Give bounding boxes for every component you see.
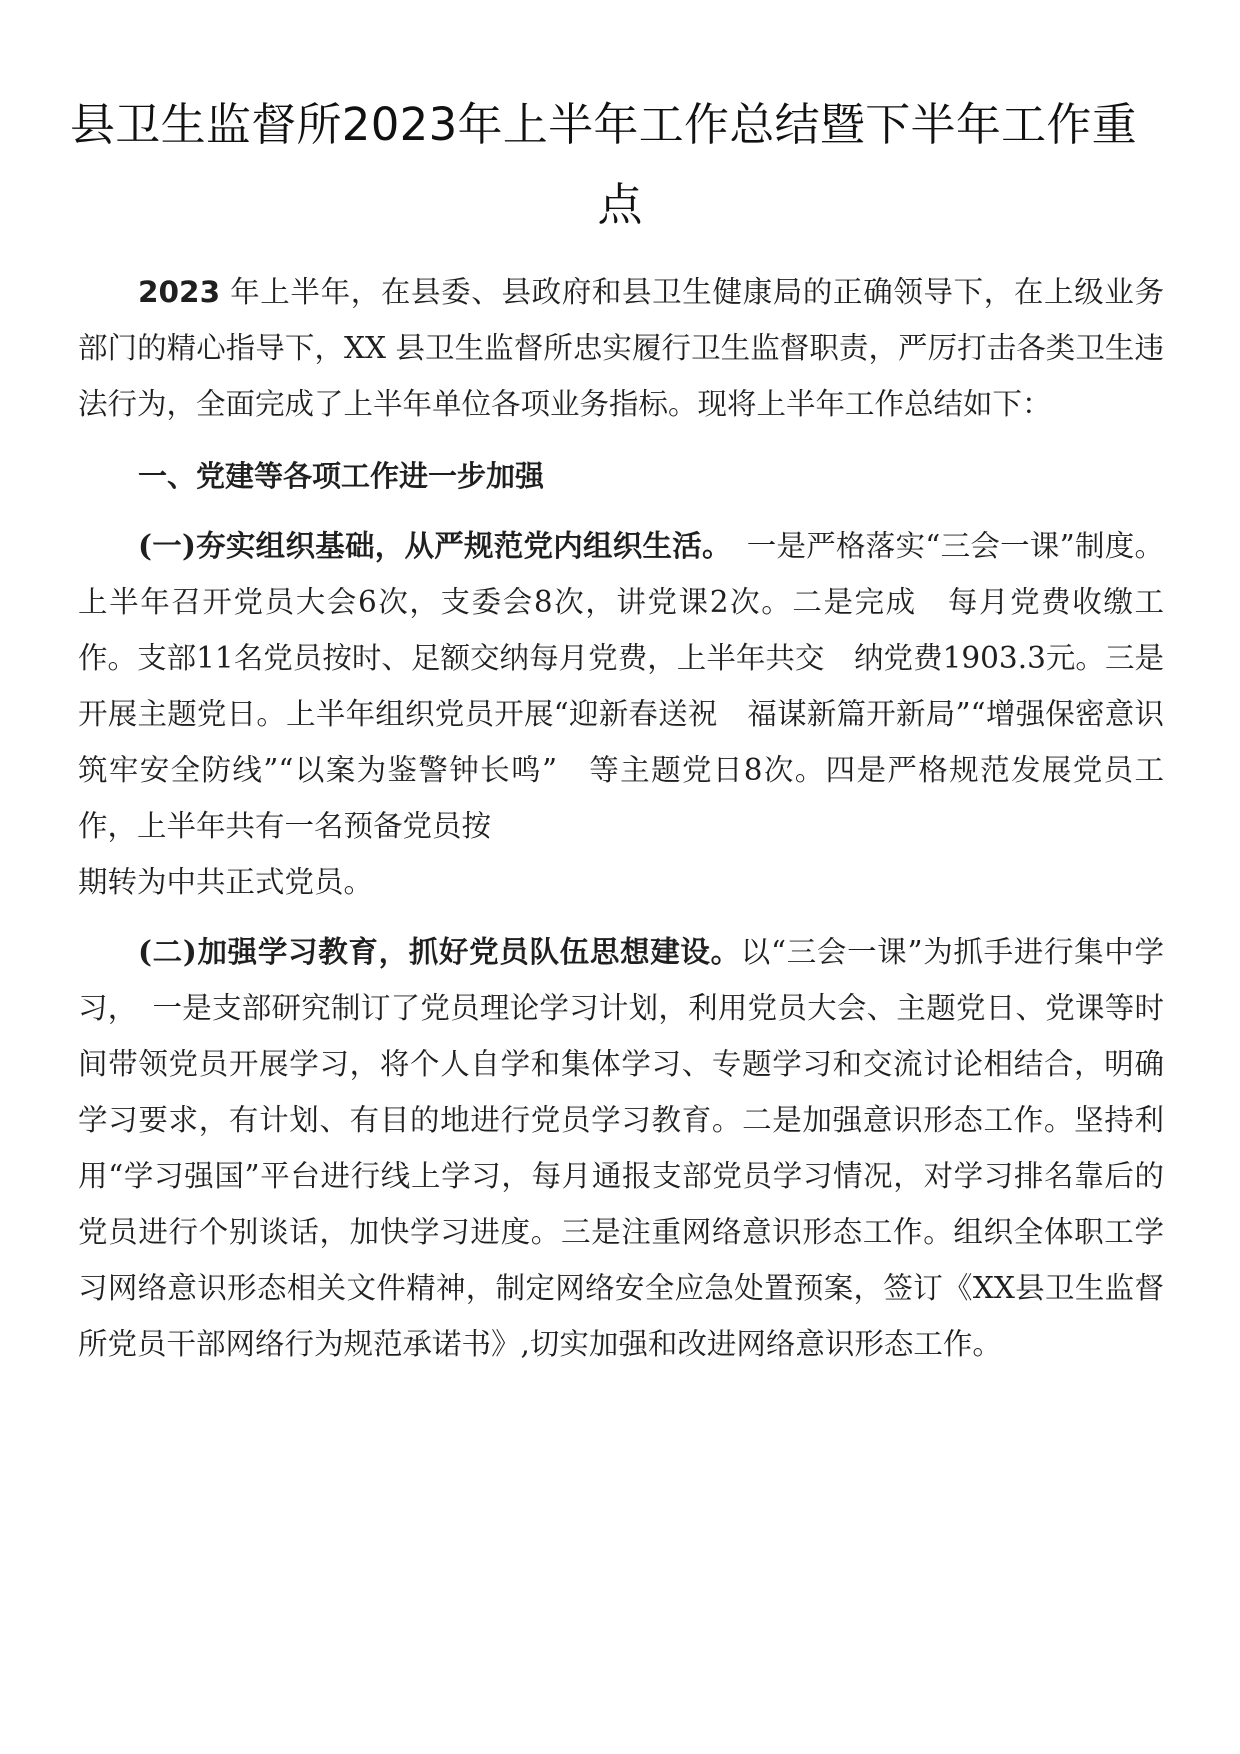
- sub2-text: 以“三会一课”为抓手进行集中学习， 一是支部研究制订了党员理论学习计划，利用党员大会、主题党日、党课等时间带领党员开展学习，将个人自学和集体学习、专题学习和交流讨论相结合，明确学习要求，有计划、有目的地进行党员学习教育。二是加强意识形态工作。坚持利用“学习强国”平台进行线上学习，每月通报支部党员学习情况，对学习排名靠后的党员进行个别谈话，加快学习进度。三是注重网络意识形态工作。组织全体职工学习网络意识形态相关文件精神，制定网络安全应急处置预案，签订《XX县卫生监督所党员干部网络行为规范承诺书》,切实加强和改进网络意识形态工作。: [78, 935, 1164, 1361]
- sub1-heading: (一)夯实组织基础，从严规范党内组织生活。: [138, 528, 717, 563]
- document-title-line1: 县卫生监督所2023年上半年工作总结暨下半年工作重: [70, 98, 1138, 151]
- intro-paragraph: [78, 264, 1164, 432]
- intro-text: 年上半年，在县委、县政府和县卫生健康局的正确领导下，在上级业务部门的精心指导下，XX 县卫生监督所忠实履行卫生监督职责，严厉打击各类卫生违法行为，全面完成了上半年单位各项业务指标。现将上半年工作总结如下：: [78, 275, 1164, 421]
- sub2-heading: (二)加强学习教育，抓好党员队伍思想建设。: [138, 934, 741, 969]
- sub1-text-a: 一是严格落实“三会一课”制度。上半年召开党员大会6次，支委会8次，讲党课2次。二是完成 每月党费收缴工作。支部11名党员按时、足额交纳每月党费，上半年共交 纳党费1903.3元。三是开展主题党日。上半年组织党员开展“迎新春送祝 福谋新篇开新局”“增强保密意识筑牢安全防线”“以案为鉴警钟长鸣” 等主题党日8次。四是严格规范发展党员工作，上半年共有一名预备党员按: [78, 529, 1164, 843]
- document-title-line2: 点: [597, 178, 643, 231]
- intro-year: 2023: [138, 275, 221, 309]
- section1-heading: 一、党建等各项工作进一步加强: [138, 459, 545, 493]
- sub1-text-b: 期转为中共正式党员。: [78, 865, 374, 899]
- sub1-paragraph: [78, 518, 1164, 854]
- document-body: [78, 264, 1164, 1372]
- sub2-paragraph: [78, 924, 1164, 1372]
